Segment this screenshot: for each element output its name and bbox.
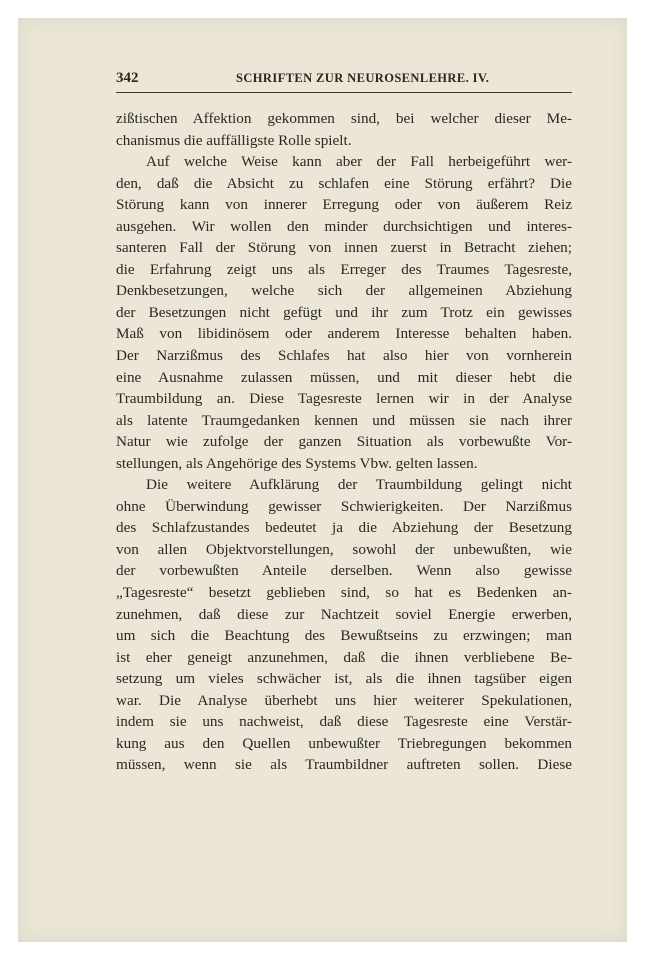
running-head: SCHRIFTEN ZUR NEUROSENLEHRE. IV. — [236, 71, 490, 85]
text-line: Die weitere Aufklärung der Traumbildung gelingt nicht — [146, 476, 572, 494]
text-line: ist eher geneigt anzunehmen, daß die ihnen verbliebene Be- — [116, 648, 572, 666]
text-line: war. Die Analyse überhebt uns hier weiterer Spekulationen, — [116, 691, 572, 709]
text-line: von allen Objektvorstellungen, sowohl der unbewußten, wie — [116, 540, 572, 558]
text-line: um sich die Beachtung des Bewußtseins zu erzwingen; man — [116, 627, 572, 645]
text-line: Störung kann von innerer Erregung oder von äußerem Reiz — [116, 196, 572, 214]
text-line: stellungen, als Angehörige des Systems Vbw. gelten lassen. — [116, 454, 478, 472]
text-line: der vorbewußten Anteile derselben. Wenn also gewisse — [116, 562, 572, 580]
text-line: indem sie uns nachweist, daß diese Tagesreste eine Verstär- — [116, 713, 572, 731]
body-text — [116, 108, 572, 776]
text-line: zißtischen Affektion gekommen sind, bei welcher dieser Me- — [116, 110, 572, 127]
text-line: Traumbildung an. Diese Tagesreste lernen wir in der Analyse — [116, 390, 572, 408]
text-line: als latente Traumgedanken kennen und müssen sie nach ihrer — [116, 411, 572, 429]
text-line: den, daß die Absicht zu schlafen eine Störung erfährt? Die — [116, 174, 572, 192]
text-line: kung aus den Quellen unbewußter Triebregungen bekommen — [116, 734, 572, 752]
text-line: Denkbesetzungen, welche sich der allgemeinen Abziehung — [116, 282, 572, 300]
page-header — [116, 70, 572, 93]
text-line: ohne Überwindung gewisser Schwierigkeiten. Der Narzißmus — [116, 497, 572, 515]
text-line: ausgehen. Wir wollen den minder durchsichtigen und interes- — [116, 217, 572, 235]
text-line: Auf welche Weise kann aber der Fall herbeigeführt wer- — [146, 153, 572, 171]
text-line: chanismus die auffälligste Rolle spielt. — [116, 131, 352, 149]
text-line: „Tagesreste“ besetzt geblieben sind, so hat es Bedenken an- — [116, 584, 572, 602]
text-line: Maß von libidinösem oder anderem Interesse behalten haben. — [116, 325, 572, 343]
text-line: Der Narzißmus des Schlafes hat also hier von vornherein — [116, 347, 572, 365]
page-number: 342 — [116, 70, 139, 86]
text-line: setzung um vieles schwächer ist, als die ihnen tagsüber eigen — [116, 670, 572, 688]
text-line: Natur wie zufolge der ganzen Situation als vorbewußte Vor- — [116, 433, 572, 451]
text-line: zunehmen, daß diese zur Nachtzeit soviel Energie erwerben, — [116, 605, 572, 623]
text-line: eine Ausnahme zulassen müssen, und mit dieser hebt die — [116, 368, 572, 386]
text-line: müssen, wenn sie als Traumbildner auftreten sollen. Diese — [116, 756, 572, 774]
text-line: des Schlafzustandes bedeutet ja die Abziehung der Besetzung — [116, 519, 572, 537]
text-line: santeren Fall der Störung von innen zuerst in Betracht ziehen; — [116, 239, 572, 257]
text-line: der Besetzungen nicht gefügt und ihr zum Trotz ein gewisses — [116, 303, 572, 321]
text-line: die Erfahrung zeigt uns als Erreger des Traumes Tagesreste, — [116, 260, 572, 278]
